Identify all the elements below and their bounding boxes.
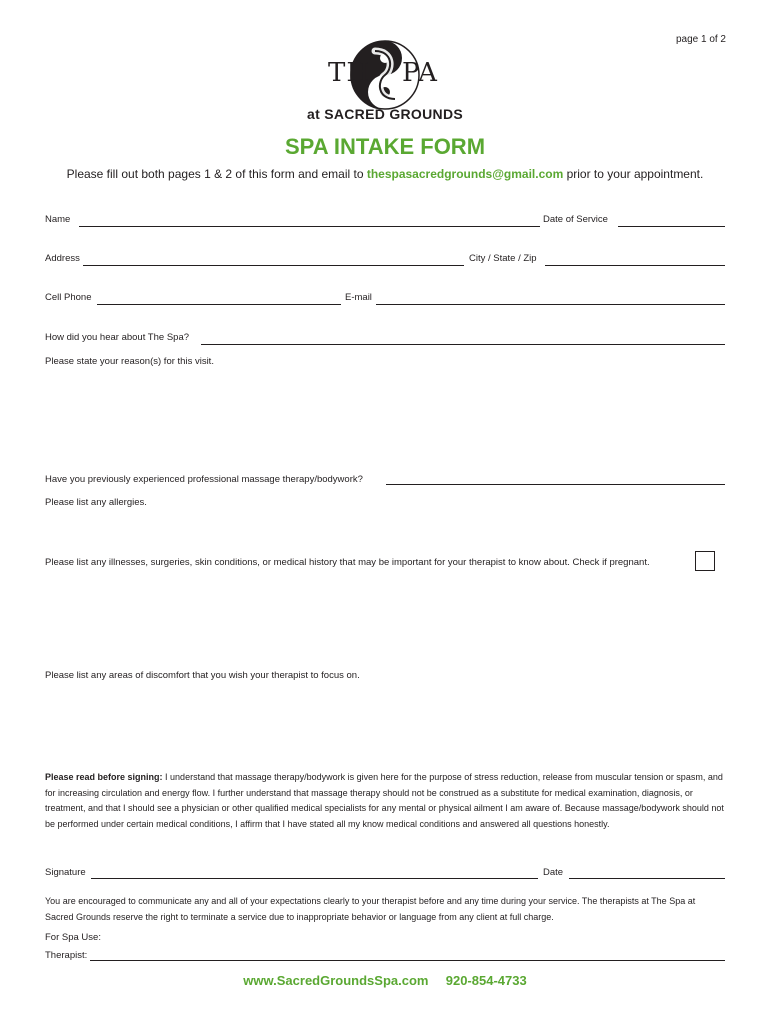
logo-text-left: TH — [328, 58, 371, 88]
discomfort-label: Please list any areas of discomfort that you wish your therapist to focus on. — [45, 670, 360, 681]
phone-number: 920-854-4733 — [445, 973, 527, 988]
name-label: Name — [45, 214, 71, 225]
expectations-paragraph: You are encouraged to communicate any and all of your expectations clearly to your therapist before and any time during your service. The therapists at The Spa at Sacred Grounds reserve the right to terminate a service due to inappropriate behavior or language from any client at full charge. — [45, 896, 696, 922]
hear-about-label: How did you hear about The Spa? — [45, 332, 190, 343]
page-number: page 1 of 2 — [675, 34, 726, 45]
logo-text-right: PA — [402, 58, 438, 88]
email-label: E-mail — [345, 292, 372, 303]
address-field[interactable] — [83, 265, 464, 266]
logo-subtitle: at SACRED GROUNDS — [306, 106, 463, 122]
hear-about-field[interactable] — [201, 344, 725, 345]
intro-text — [0, 167, 770, 181]
signature-field[interactable] — [91, 878, 538, 879]
date-field[interactable] — [569, 878, 725, 879]
name-field[interactable] — [79, 226, 540, 227]
prior-massage-label: Have you previously experienced professional massage therapy/bodywork? — [45, 474, 363, 485]
cell-phone-field[interactable] — [97, 304, 341, 305]
pregnant-checkbox[interactable] — [695, 551, 715, 571]
address-label: Address — [45, 253, 80, 264]
prior-massage-field[interactable] — [386, 484, 725, 485]
signature-label: Signature — [45, 867, 86, 878]
city-state-zip-field[interactable] — [545, 265, 725, 266]
email-field[interactable] — [376, 304, 725, 305]
date-label: Date — [543, 867, 564, 878]
reasons-label: Please state your reason(s) for this visit. — [45, 356, 214, 367]
for-spa-use-label: For Spa Use: — [45, 932, 101, 943]
discomfort-answer-area[interactable] — [45, 686, 725, 762]
footer-contact — [0, 973, 770, 988]
cell-phone-label: Cell Phone — [45, 292, 92, 303]
medical-history-answer-area[interactable] — [45, 575, 725, 665]
contact-email-link[interactable]: thespasacredgrounds@gmail.com — [366, 167, 564, 181]
date-of-service-label: Date of Service — [543, 214, 608, 225]
date-of-service-field[interactable] — [618, 226, 725, 227]
allergies-label: Please list any allergies. — [45, 497, 147, 508]
consent-paragraph — [45, 770, 725, 832]
intro-before: Please fill out both pages 1 & 2 of this form and email to — [66, 167, 367, 181]
reasons-answer-area[interactable] — [45, 372, 725, 464]
city-state-zip-label: City / State / Zip — [469, 253, 537, 264]
intro-after: prior to your appointment. — [563, 167, 704, 181]
allergies-answer-area[interactable] — [45, 512, 725, 550]
therapist-field[interactable] — [90, 960, 725, 961]
therapist-label: Therapist: — [45, 950, 88, 961]
medical-history-label: Please list any illnesses, surgeries, skin conditions, or medical history that may be important for your therapist to know about. Check if pregnant. — [45, 557, 650, 568]
consent-body: I understand that massage therapy/bodywork is given here for the purpose of stress reduction, release from muscular tension or spasm, and for increasing circulation and energy flow. I further understand that massage therapy should not be construed as a substitute for medical examination, diagnosis, or treatment, and that I should see a physician or other qualified medical specialists for any mental or physical ailment I am aware of. Because massage/bodywork should not be performed under certain medical conditions, I affirm that I have stated all my know medical conditions and answered all questions honestly. — [45, 772, 724, 829]
consent-heading: Please read before signing: — [45, 772, 163, 782]
website-link[interactable]: www.SacredGroundsSpa.com — [243, 973, 429, 988]
form-title: SPA INTAKE FORM — [284, 134, 486, 159]
